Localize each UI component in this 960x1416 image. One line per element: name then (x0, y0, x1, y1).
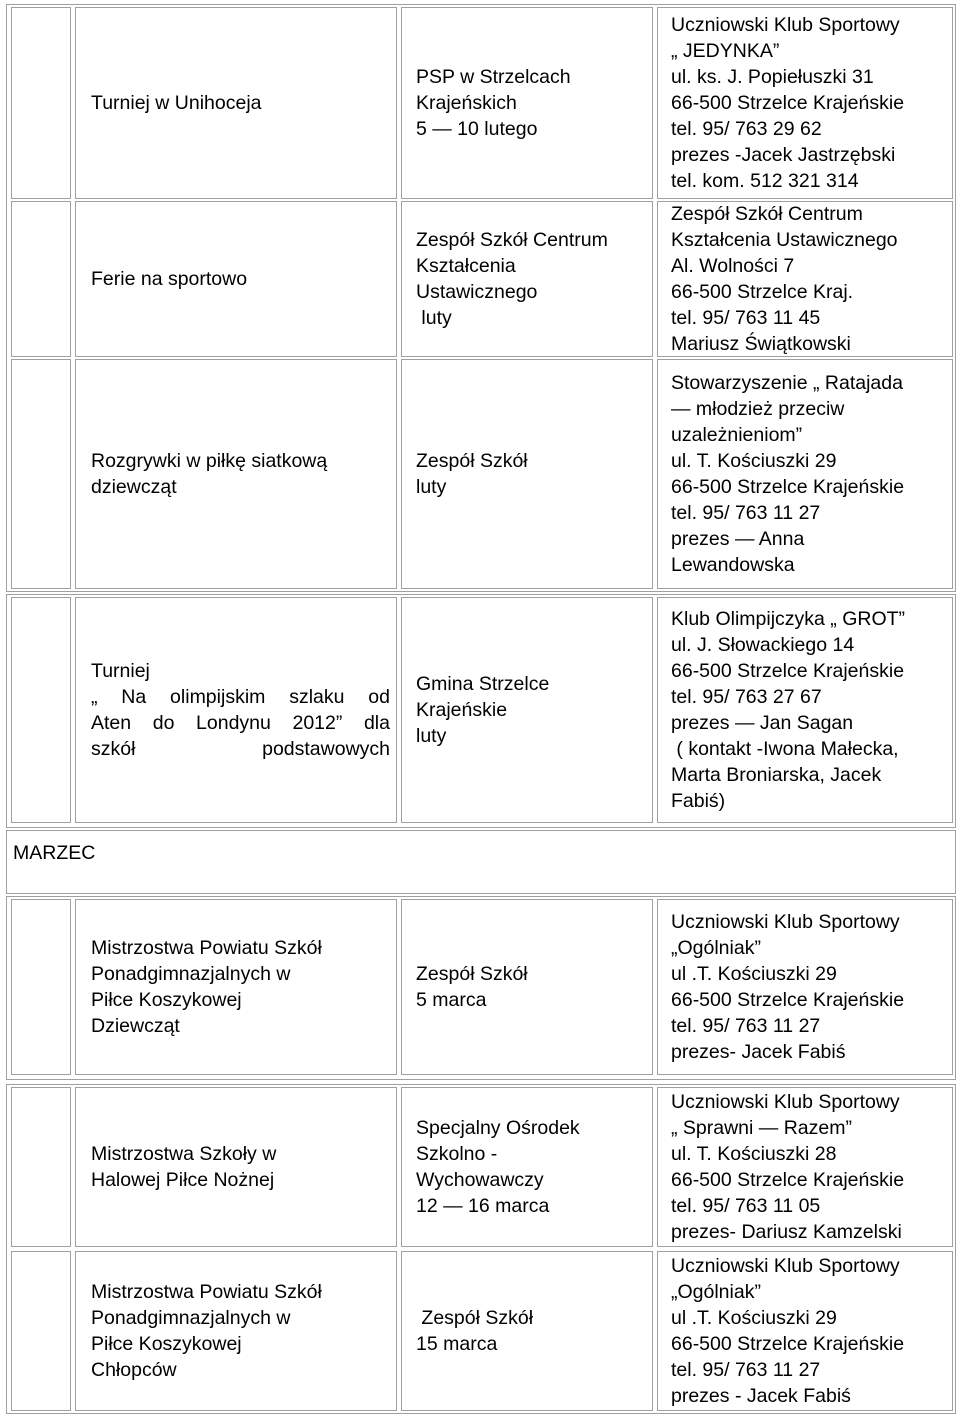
event-text-line: Rozgrywki w piłkę siatkową (91, 450, 328, 472)
contact-cell (657, 1087, 953, 1247)
contact-text-line: Uczniowski Klub Sportowy (671, 14, 900, 36)
row-number-cell (11, 201, 71, 357)
contact-text-line: „Ogólniak” (671, 1281, 761, 1303)
contact-text-line: 66-500 Strzelce Krajeńskie (671, 92, 905, 114)
place-text-line: Zespół Szkół Centrum (416, 229, 608, 251)
contact-text-line: tel. 95/ 763 11 27 (671, 1015, 821, 1037)
contact-text-line: tel. 95/ 763 11 45 (671, 307, 821, 329)
contact-text-line: Mariusz Świątkowski (671, 333, 851, 355)
event-cell (75, 1251, 397, 1411)
place-date-cell (401, 201, 653, 357)
place-text-line: Wychowawczy (416, 1169, 544, 1191)
contact-cell (657, 1251, 953, 1411)
contact-text-line: „Ogólniak” (671, 937, 761, 959)
contact-text-line: prezes - Jacek Fabiś (671, 1385, 851, 1407)
contact-cell (657, 201, 953, 357)
place-text-line: 15 marca (416, 1333, 498, 1355)
contact-cell (657, 899, 953, 1075)
place-date-cell (401, 1087, 653, 1247)
contact-text-line: Zespół Szkół Centrum (671, 203, 863, 225)
contact-text-line: prezes- Dariusz Kamzelski (671, 1221, 902, 1243)
row-number-cell (11, 1087, 71, 1247)
event-text-line: Dziewcząt (91, 1015, 180, 1037)
contact-text-line: Kształcenia Ustawicznego (671, 229, 898, 251)
place-text-line: Kształcenia (416, 255, 516, 277)
contact-text-line: 66-500 Strzelce Krajeńskie (671, 476, 905, 498)
event-text-line: Chłopców (91, 1359, 177, 1381)
place-date-cell (401, 597, 653, 823)
place-text-line: 5 — 10 lutego (416, 118, 538, 140)
contact-text-line: Klub Olimpijczyka „ GROT” (671, 608, 906, 630)
schedule-table-block-1 (6, 4, 956, 592)
place-date-cell (401, 359, 653, 589)
contact-text-line: 66-500 Strzelce Krajeńskie (671, 989, 905, 1011)
contact-text-line: 66-500 Strzelce Krajeńskie (671, 660, 905, 682)
place-text-line: Krajeńskich (416, 92, 517, 114)
contact-text-line: tel. 95/ 763 11 27 (671, 502, 821, 524)
schedule-table-block-3 (6, 896, 956, 1080)
row-number-cell (11, 359, 71, 589)
contact-text-line: Fabiś) (671, 790, 726, 812)
month-header-row (6, 830, 956, 894)
event-cell (75, 359, 397, 589)
contact-text-line: uzależnieniom” (671, 424, 803, 446)
event-cell (75, 899, 397, 1075)
place-date-cell (401, 899, 653, 1075)
row-number-cell (11, 597, 71, 823)
contact-cell (657, 359, 953, 589)
row-number-cell (11, 7, 71, 199)
contact-text-line: ul. J. Słowackiego 14 (671, 634, 855, 656)
contact-text-line: ul. T. Kościuszki 29 (671, 450, 837, 472)
contact-text-line: 66-500 Strzelce Krajeńskie (671, 1333, 905, 1355)
place-text-line: PSP w Strzelcach (416, 66, 571, 88)
contact-cell (657, 7, 953, 199)
event-cell (75, 597, 397, 823)
contact-text-line: tel. kom. 512 321 314 (671, 170, 859, 192)
place-text-line: 5 marca (416, 989, 487, 1011)
event-text-line: Mistrzostwa Powiatu Szkół (91, 937, 322, 959)
contact-text-line: tel. 95/ 763 11 05 (671, 1195, 821, 1217)
contact-text-line: ul .T. Kościuszki 29 (671, 1307, 837, 1329)
place-text-line: Zespół Szkół (416, 450, 528, 472)
event-cell (75, 7, 397, 199)
event-text-line: Piłce Koszykowej (91, 989, 242, 1011)
place-text-line: luty (416, 725, 447, 747)
event-text-line: „ Na olimpijskim szlaku od (91, 686, 390, 708)
place-text-line: Ustawicznego (416, 281, 538, 303)
contact-text-line: „ JEDYNKA” (671, 40, 780, 62)
place-text-line: Zespół Szkół (416, 963, 528, 985)
place-text-line: luty (416, 307, 452, 329)
schedule-table-block-4 (6, 1084, 956, 1414)
place-date-cell (401, 7, 653, 199)
row-number-cell (11, 1251, 71, 1411)
contact-text-line: tel. 95/ 763 11 27 (671, 1359, 821, 1381)
event-cell (75, 201, 397, 357)
schedule-table-block-2 (6, 594, 956, 828)
contact-text-line: tel. 95/ 763 29 62 (671, 118, 822, 140)
event-text-line: Turniej w Unihoceja (91, 92, 262, 114)
place-text-line: Szkolno - (416, 1143, 498, 1165)
contact-text-line: ul .T. Kościuszki 29 (671, 963, 837, 985)
event-text-line: dziewcząt (91, 476, 177, 498)
contact-text-line: prezes -Jacek Jastrzębski (671, 144, 896, 166)
contact-text-line: prezes — Anna (671, 528, 805, 550)
event-text-line: Ponadgimnazjalnych w (91, 1307, 291, 1329)
contact-text-line: Uczniowski Klub Sportowy (671, 1255, 900, 1277)
place-text-line: Specjalny Ośrodek (416, 1117, 580, 1139)
contact-text-line: — młodzież przeciw (671, 398, 845, 420)
place-text-line: 12 — 16 marca (416, 1195, 550, 1217)
contact-text-line: Al. Wolności 7 (671, 255, 795, 277)
contact-text-line: Lewandowska (671, 554, 795, 576)
place-text-line: Zespół Szkół (416, 1307, 534, 1329)
contact-cell (657, 597, 953, 823)
place-text-line: Gmina Strzelce (416, 673, 550, 695)
contact-text-line: Stowarzyszenie „ Ratajada (671, 372, 903, 394)
contact-text-line: 66-500 Strzelce Kraj. (671, 281, 854, 303)
place-text-line: luty (416, 476, 447, 498)
contact-text-line: Marta Broniarska, Jacek (671, 764, 882, 786)
event-text-line: Piłce Koszykowej (91, 1333, 242, 1355)
contact-text-line: ul. T. Kościuszki 28 (671, 1143, 837, 1165)
contact-text-line: prezes- Jacek Fabiś (671, 1041, 846, 1063)
event-text-line: Ponadgimnazjalnych w (91, 963, 291, 985)
contact-text-line: 66-500 Strzelce Krajeńskie (671, 1169, 905, 1191)
contact-text-line: Uczniowski Klub Sportowy (671, 911, 900, 933)
contact-text-line: „ Sprawni — Razem” (671, 1117, 852, 1139)
contact-text-line: prezes — Jan Sagan (671, 712, 854, 734)
contact-text-line: tel. 95/ 763 27 67 (671, 686, 822, 708)
event-cell (75, 1087, 397, 1247)
event-text-line: Mistrzostwa Szkoły w (91, 1143, 277, 1165)
contact-text-line: ( kontakt -Iwona Małecka, (671, 738, 899, 760)
event-text-line: Mistrzostwa Powiatu Szkół (91, 1281, 322, 1303)
event-text-line: Turniej (91, 660, 150, 682)
contact-text-line: ul. ks. J. Popiełuszki 31 (671, 66, 874, 88)
place-text-line: Krajeńskie (416, 699, 508, 721)
event-text-line: szkół podstawowych (91, 738, 390, 760)
event-text-line: Aten do Londynu 2012” dla (91, 712, 390, 734)
month-label: MARZEC (13, 842, 96, 864)
row-number-cell (11, 899, 71, 1075)
place-date-cell (401, 1251, 653, 1411)
contact-text-line: Uczniowski Klub Sportowy (671, 1091, 900, 1113)
event-text-line: Ferie na sportowo (91, 268, 248, 290)
event-text-line: Halowej Piłce Nożnej (91, 1169, 275, 1191)
